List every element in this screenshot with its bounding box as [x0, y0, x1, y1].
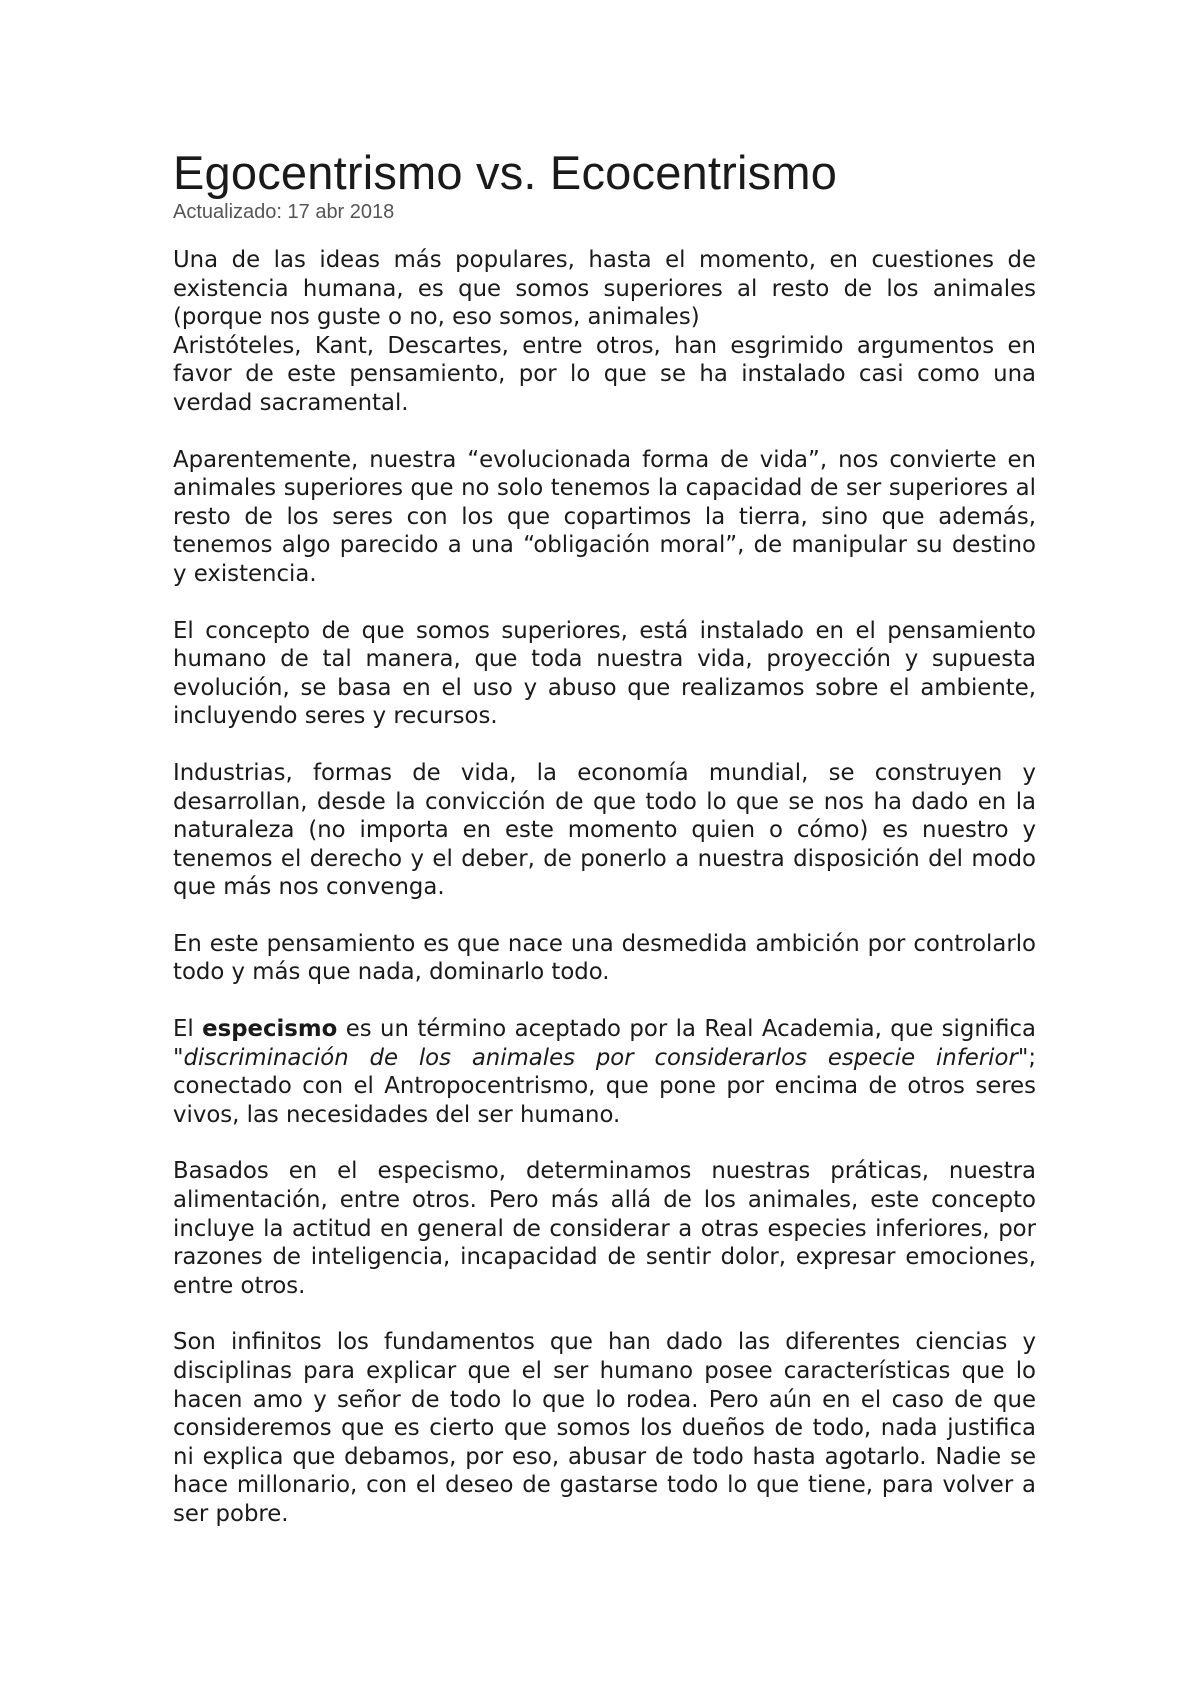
paragraph-1 [173, 246, 1036, 418]
paragraph-6 [173, 1015, 1036, 1129]
paragraph-8: Son infinitos los fundamentos que han dado las diferentes ciencias y disciplinas para explicar que el ser humano posee características que lo hacen amo y señor de todo lo que lo rodea. Pero aún en el caso de que consideremos que es cierto que somos los dueños de todo, nada justifica ni explica que debamos, por eso, abusar de todo hasta agotarlo. Nadie se hace millonario, con el deseo de gastarse todo lo que tiene, para volver a ser pobre. [173, 1329, 1036, 1527]
paragraph-6-end: "; conectado con el Antropocentrismo, que pone por encima de otros seres vivos, las necesidades del ser humano. [173, 1044, 1036, 1128]
especismo-definition: discriminación de los animales por considerarlos especie inferior [183, 1044, 1018, 1071]
paragraph-7: Basados en el especismo, determinamos nuestras práticas, nuestra alimentación, entre otros. Pero más allá de los animales, este concepto incluye la actitud en general de considerar a otras especies inferiores, por razones de inteligencia, incapacidad de sentir dolor, expresar emociones, entre otros. [173, 1158, 1036, 1299]
especismo-term: especismo [202, 1016, 338, 1043]
paragraph-2: Aparentemente, nuestra “evolucionada forma de vida”, nos convierte en animales superiores que no solo tenemos la capacidad de ser superiores al resto de los seres con los que copartimos la tierra, sino que además, tenemos algo parecido a una “obligación moral”, de manipular su destino y existencia. [173, 446, 1036, 587]
paragraph-1-sentence-2: Aristóteles, Kant, Descartes, entre otros, han esgrimido argumentos en favor de este pensamiento, por lo que se ha instalado casi como una verdad sacramental. [173, 332, 1036, 416]
paragraph-6-middle: es un término aceptado por la Real Academia, que significa " [173, 1016, 1036, 1071]
paragraph-5: En este pensamiento es que nace una desmedida ambición por controlarlo todo y más que nada, dominarlo todo. [173, 930, 1036, 986]
updated-date: Actualizado: 17 abr 2018 [173, 201, 395, 223]
paragraph-6-intro: El [173, 1016, 203, 1043]
paragraph-3: El concepto de que somos superiores, está instalado en el pensamiento humano de tal manera, que toda nuestra vida, proyección y supuesta evolución, se basa en el uso y abuso que realizamos sobre el ambiente, incluyendo seres y recursos. [173, 617, 1036, 730]
document-page [173, 146, 1036, 1557]
paragraph-4: Industrias, formas de vida, la economía mundial, se construyen y desarrollan, desde la convicción de que todo lo que se nos ha dado en la naturaleza (no importa en este momento quien o cómo) es nuestro y tenemos el derecho y el deber, de ponerlo a nuestra disposición del modo que más nos convenga. [173, 759, 1036, 901]
paragraph-1-sentence-1: Una de las ideas más populares, hasta el momento, en cuestiones de existencia humana, es que somos superiores al resto de los animales (porque nos guste o no, eso somos, animales) [173, 247, 1036, 331]
article-title: Egocentrismo vs. Ecocentrismo [173, 146, 838, 199]
